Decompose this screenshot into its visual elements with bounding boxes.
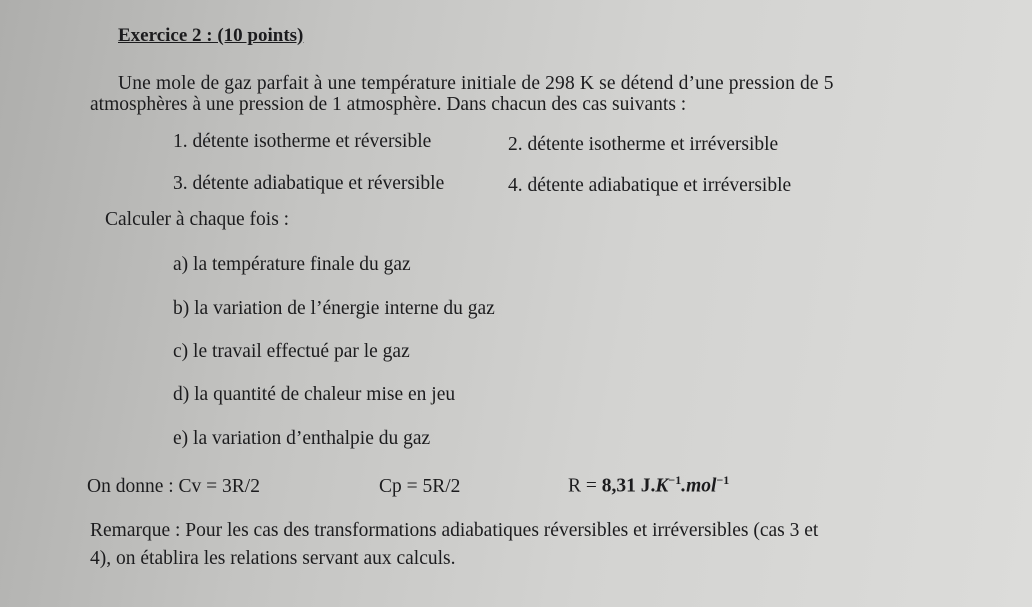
question-a: a) la température finale du gaz [173, 254, 411, 275]
r-prefix: R = [568, 475, 602, 497]
exercise-title: Exercice 2 : (10 points) [118, 25, 304, 46]
given-cp: Cp = 5R/2 [379, 476, 461, 497]
question-c: c) le travail effectué par le gaz [173, 341, 410, 362]
case-1: 1. détente isotherme et réversible [173, 131, 432, 152]
intro-line-2: atmosphères à une pression de 1 atmosphère. Dans chacun des cas suivants : [90, 94, 687, 115]
remark-line-1: Remarque : Pour les cas des transformations adiabatiques réversibles et irréversibles (cas 3 et [90, 520, 819, 541]
given-cv: On donne : Cv = 3R/2 [87, 476, 260, 497]
intro-line-1: Une mole de gaz parfait à une température initiale de 298 K se détend d’une pression de 5 [118, 73, 834, 94]
case-2: 2. détente isotherme et irréversible [508, 134, 779, 155]
r-exp2: −1 [716, 473, 730, 487]
r-k: K [655, 475, 669, 497]
question-d: d) la quantité de chaleur mise en jeu [173, 384, 456, 405]
remark-line-2: 4), on établira les relations servant aux calculs. [90, 548, 456, 569]
r-mol: .mol [681, 475, 717, 497]
given-r [568, 474, 729, 496]
r-value: 8,31 J. [601, 475, 656, 497]
case-3: 3. détente adiabatique et réversible [173, 173, 445, 194]
question-b: b) la variation de l’énergie interne du gaz [173, 298, 495, 319]
case-4: 4. détente adiabatique et irréversible [508, 175, 792, 196]
r-exp1: −1 [668, 473, 682, 487]
calc-label: Calculer à chaque fois : [105, 209, 290, 230]
question-e: e) la variation d’enthalpie du gaz [173, 428, 431, 449]
